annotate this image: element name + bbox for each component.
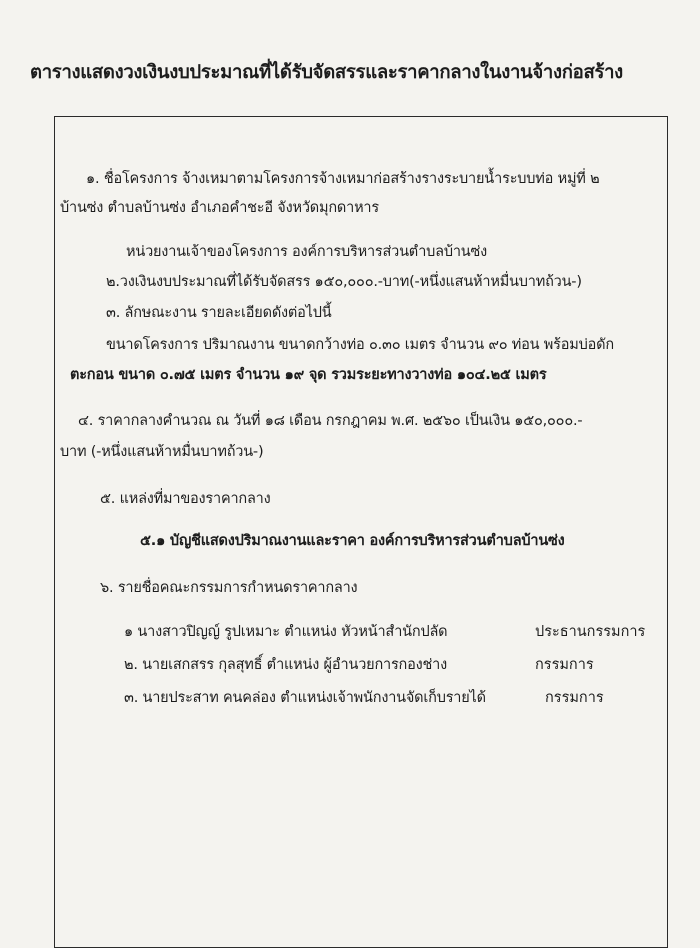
committee-role-3: กรรมการ: [545, 690, 604, 706]
item4-amount-text: บาท (-หนึ่งแสนห้าหมื่นบาทถ้วน-): [60, 444, 264, 460]
item5-heading: ๕. แหล่งที่มาของราคากลาง: [100, 491, 271, 507]
item5-sub-item: ๕.๑ บัญชีแสดงปริมาณงานและราคา องค์การบริหารส่วนตำบลบ้านซ่ง: [140, 533, 565, 549]
committee-role-2: กรรมการ: [535, 657, 594, 673]
item1-agency: หน่วยงานเจ้าของโครงการ องค์การบริหารส่วนตำบลบ้านซ่ง: [126, 244, 488, 260]
committee-member-1: ๑ นางสาวปิญญ์ รูปเหมาะ ตำแหน่ง หัวหน้าสำนักปลัด: [124, 624, 448, 640]
committee-member-3: ๓. นายประสาท คนคล่อง ตำแหน่งเจ้าพนักงานจัดเก็บรายได้: [124, 690, 486, 706]
item3-detail-line2: ตะกอน ขนาด ๐.๗๕ เมตร จำนวน ๑๙ จุด รวมระยะทางวางท่อ ๑๐๔.๒๕ เมตร: [70, 367, 547, 383]
document-title: ตารางแสดงวงเงินงบประมาณที่ได้รับจัดสรรและราคากลางในงานจ้างก่อสร้าง: [30, 62, 623, 83]
item1-project-name: ๑. ชื่อโครงการ จ้างเหมาตามโครงการจ้างเหมาก่อสร้างรางระบายน้ำระบบท่อ หมู่ที่ ๒: [86, 171, 600, 187]
item3-heading: ๓. ลักษณะงาน รายละเอียดดังต่อไปนี้: [106, 305, 332, 321]
item2-budget: ๒.วงเงินงบประมาณที่ได้รับจัดสรร ๑๕๐,๐๐๐.-บาท(-หนึ่งแสนห้าหมื่นบาทถ้วน-): [106, 274, 582, 290]
item3-detail-line1: ขนาดโครงการ ปริมาณงาน ขนาดกว้างท่อ ๐.๓๐ เมตร จำนวน ๙๐ ท่อน พร้อมบ่อดัก: [106, 337, 614, 353]
committee-member-2: ๒. นายเสกสรร กุลสุทธิ์ ตำแหน่ง ผู้อำนวยการกองช่าง: [124, 657, 447, 673]
committee-role-1: ประธานกรรมการ: [535, 624, 646, 640]
item4-median-price: ๔. ราคากลางคำนวณ ณ วันที่ ๑๘ เดือน กรกฎาคม พ.ศ. ๒๕๖๐ เป็นเงิน ๑๕๐,๐๐๐.-: [78, 413, 583, 429]
item6-heading: ๖. รายชื่อคณะกรรมการกำหนดราคากลาง: [100, 580, 358, 596]
item1-location: บ้านซ่ง ตำบลบ้านซ่ง อำเภอคำชะอี จังหวัดมุกดาหาร: [60, 200, 379, 216]
